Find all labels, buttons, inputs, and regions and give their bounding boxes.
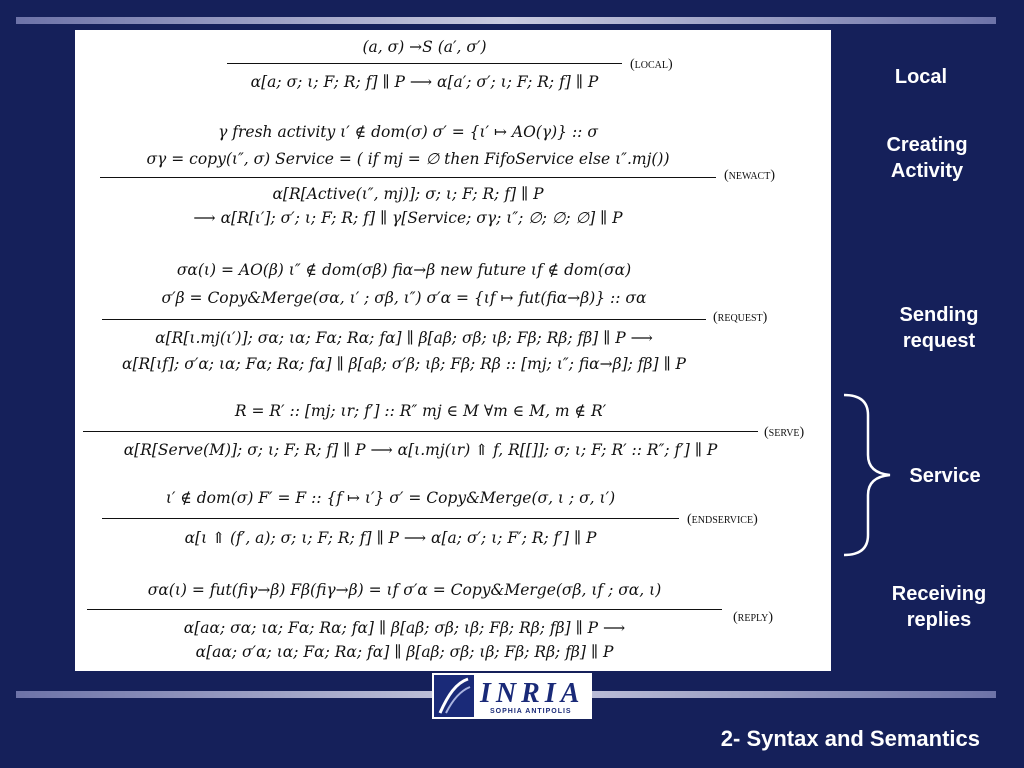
rule-reply-conclusion-1: α[aα; σα; ια; Fα; Rα; fα] ∥ β[aβ; σβ; ιβ; Fβ; Rβ; fβ] ∥ P ⟶	[183, 619, 626, 637]
inria-logo-subtext: SOPHIA ANTIPOLIS	[490, 708, 572, 715]
rule-local-name: (local)	[630, 57, 673, 72]
rule-reply	[87, 580, 773, 666]
rule-newact-conclusion-2: ⟶ α[R[ι′]; σ′; ι; F; R; f] ∥ γ[Service; σγ; ι″; ∅; ∅; ∅] ∥ P	[193, 209, 623, 227]
rule-endservice-premise: ι′ ∉ dom(σ) F′ = F :: {f ↦ ι′} σ′ = Copy&Merge(σ, ι ; σ, ι′)	[165, 489, 616, 507]
rule-reply-premise: σα(ι) = fut(fiγ→β) Fβ(fiγ→β) = ιf σ′α = Copy&Merge(σβ, ιf ; σα, ι)	[147, 581, 662, 599]
rule-newact-name: (newact)	[724, 168, 775, 183]
rule-request-conclusion-2: α[R[ιf]; σ′α; ια; Fα; Rα; fα] ∥ β[aβ; σ′β; ιβ; Fβ; Rβ :: [mj; ι″; fiα→β]; fβ] ∥ P	[122, 355, 686, 373]
rule-local	[227, 37, 673, 97]
rule-local-conclusion: α[a; σ; ι; F; R; f] ∥ P ⟶ α[a′; σ′; ι; F; R; f] ∥ P	[250, 73, 599, 91]
rule-local-premise: (a, σ) →S (a′, σ′)	[362, 38, 487, 56]
rule-request	[102, 260, 768, 378]
inria-logo-text: INRIA	[480, 678, 585, 709]
inria-logo	[432, 673, 592, 719]
rule-request-name: (request)	[713, 310, 768, 325]
rule-newact-premise-2: σγ = copy(ι″, σ) Service = ( if mj = ∅ then FifoService else ι″.mj())	[146, 150, 670, 168]
rule-endservice-conclusion: α[ι ⇑ (f′, a); σ; ι; F; R; f] ∥ P ⟶ α[a; σ′; ι; F′; R; f′] ∥ P	[184, 529, 597, 547]
rule-request-line	[102, 319, 706, 320]
rules-panel	[75, 30, 831, 671]
rule-serve-premise: R = R′ :: [mj; ιr; f′] :: R″ mj ∈ M ∀m ∈ M, m ∉ R′	[234, 402, 607, 420]
rule-serve-line	[83, 431, 758, 432]
rule-local-line	[227, 63, 622, 64]
rule-request-conclusion-1: α[R[ι.mj(ι′)]; σα; ια; Fα; Rα; fα] ∥ β[aβ; σβ; ιβ; Fβ; Rβ; fβ] ∥ P ⟶	[155, 329, 653, 347]
rule-newact	[100, 122, 775, 238]
inria-logo-mark-icon	[434, 675, 474, 717]
label-service: Service	[909, 465, 981, 487]
rule-reply-conclusion-2: α[aα; σ′α; ια; Fα; Rα; fα] ∥ β[aβ; σβ; ιβ; Fβ; Rβ; fβ] ∥ P	[195, 643, 614, 661]
rule-newact-premise-1: γ fresh activity ι′ ∉ dom(σ) σ′ = {ι′ ↦ AO(γ)} :: σ	[218, 123, 598, 141]
rule-serve-name: (serve)	[764, 425, 805, 440]
rule-serve-conclusion: α[R[Serve(M)]; σ; ι; F; R; f] ∥ P ⟶ α[ι.mj(ιr) ⇑ f, R[[]]; σ; ι; F; R′ :: R″; f′] ∥ P	[123, 441, 718, 459]
top-decorative-bar	[16, 17, 996, 24]
rule-newact-line	[100, 177, 716, 178]
rule-reply-line	[87, 609, 722, 610]
rule-reply-name: (reply)	[733, 610, 773, 625]
label-local: Local	[894, 66, 948, 88]
rule-request-premise-2: σ′β = Copy&Merge(σα, ι′ ; σβ, ι″) σ′α = {ιf ↦ fut(fiα→β)} :: σα	[161, 289, 647, 307]
rule-endservice	[102, 488, 758, 552]
rule-newact-conclusion-1: α[R[Active(ι″, mj)]; σ; ι; F; R; f] ∥ P	[272, 185, 544, 203]
rule-request-premise-1: σα(ι) = AO(β) ι″ ∉ dom(σβ) fiα→β new future ιf ∉ dom(σα)	[176, 261, 632, 279]
label-creating-activity: Creating Activity	[886, 134, 968, 182]
rule-endservice-line	[102, 518, 679, 519]
right-brace-icon	[840, 393, 900, 557]
label-receiving-replies: Receiving replies	[891, 583, 987, 631]
rule-endservice-name: (endservice)	[687, 512, 758, 527]
rule-serve	[83, 401, 805, 463]
slide-footer-title: 2- Syntax and Semantics	[720, 726, 980, 751]
label-sending-request: Sending request	[899, 304, 979, 352]
